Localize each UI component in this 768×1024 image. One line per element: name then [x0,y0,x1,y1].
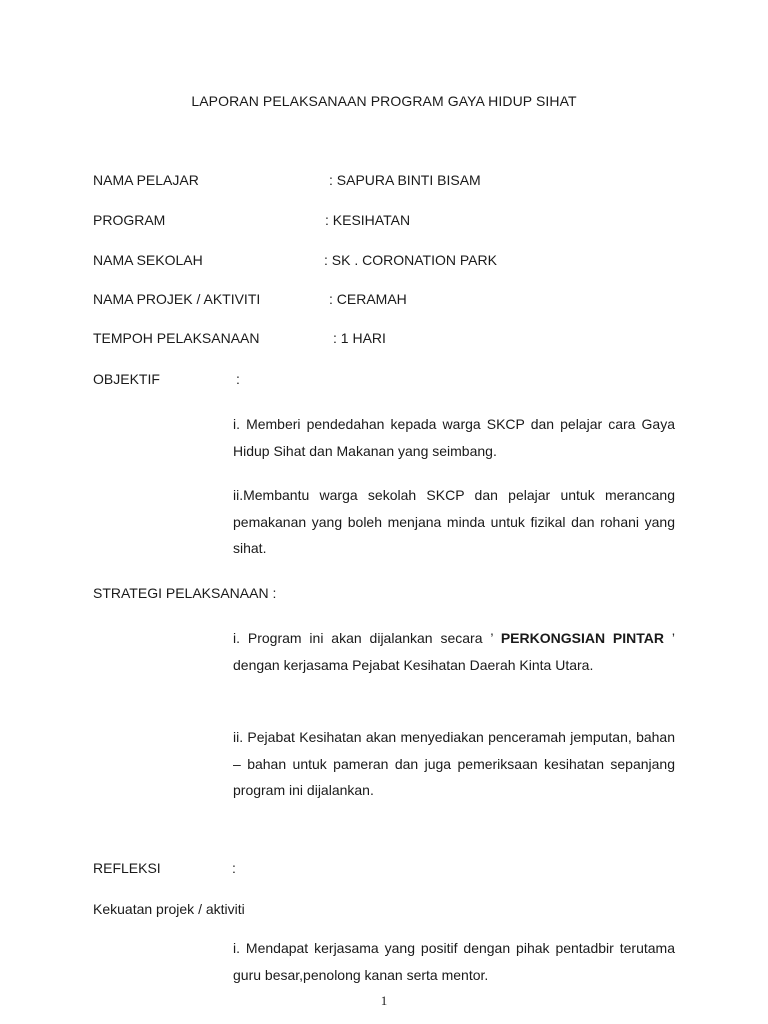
field-label: NAMA SEKOLAH [93,252,203,268]
section-label: REFLEKSI [93,860,161,876]
strategi-item-1 [233,625,675,678]
field-value: : CERAMAH [329,291,407,307]
strategi-heading: STRATEGI PELAKSANAAN : [93,585,277,601]
field-label: NAMA PROJEK / AKTIVITI [93,291,261,307]
field-label: TEMPOH PELAKSANAAN [93,330,260,346]
report-title: LAPORAN PELAKSANAAN PROGRAM GAYA HIDUP SIHAT [191,93,577,109]
field-value: : SK . CORONATION PARK [324,252,497,268]
strategi-item-1-bold: PERKONGSIAN PINTAR [500,630,665,646]
field-value: : SAPURA BINTI BISAM [329,172,481,188]
field-label: NAMA PELAJAR [93,172,199,188]
field-value: : 1 HARI [333,330,386,346]
strategi-item-1-text: i. Program ini akan dijalankan secara ’ [233,630,501,646]
field-value: : KESIHATAN [325,212,411,228]
objektif-item-1: i. Memberi pendedahan kepada warga SKCP dan pelajar cara Gaya Hidup Sihat dan Makanan yang seimbang. [233,416,675,459]
field-label: PROGRAM [93,212,166,228]
objektif-item-2: ii.Membantu warga sekolah SKCP dan pelajar untuk merancang pemakanan yang boleh menjana minda untuk fizikal dan rohani yang sihat. [233,487,675,556]
section-label: OBJEKTIF [93,371,160,387]
section-colon: : [236,371,240,387]
section-colon: : [232,860,236,876]
page-number: 1 [380,993,388,1008]
strategi-item-2: ii. Pejabat Kesihatan akan menyediakan penceramah jemputan, bahan – bahan untuk pameran dan juga pemeriksaan kesihatan sepanjang program ini dijalankan. [233,729,675,798]
refleksi-subheading: Kekuatan projek / aktiviti [93,901,245,917]
refleksi-item-1: i. Mendapat kerjasama yang positif dengan pihak pentadbir terutama guru besar,penolong kanan serta mentor. [233,940,675,983]
strategi-item-1-text-end: ’ dengan kerjasama Pejabat Kesihatan Daerah Kinta Utara. [233,630,675,673]
